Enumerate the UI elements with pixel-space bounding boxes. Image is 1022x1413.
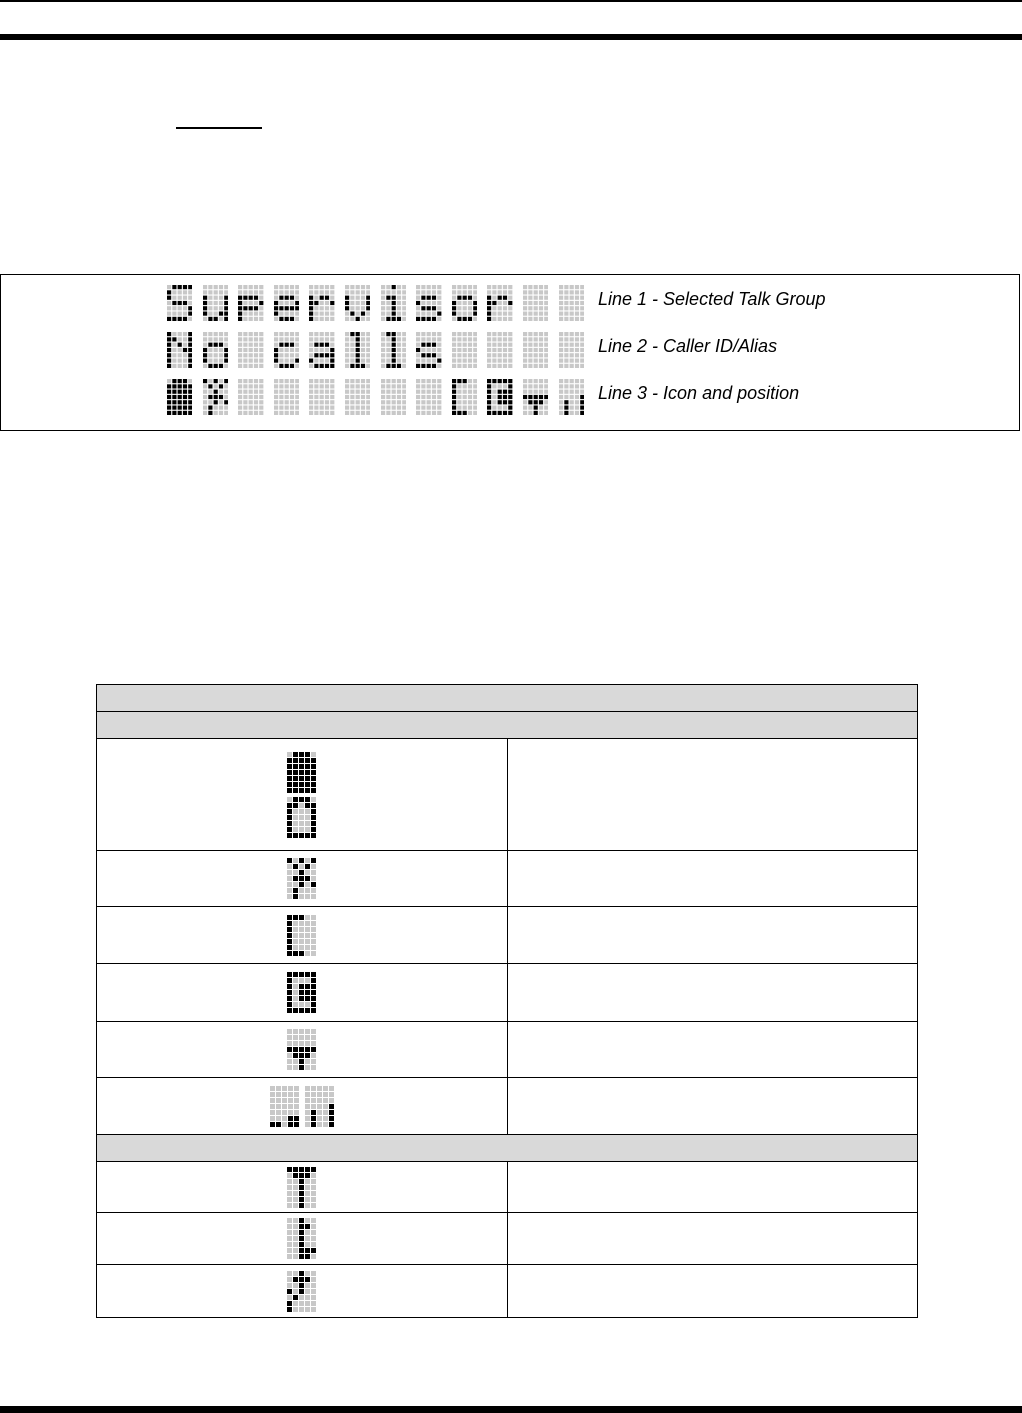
lcd-char-cell bbox=[238, 285, 265, 321]
lcd-char-cell bbox=[203, 332, 230, 368]
footer-rule-thick bbox=[0, 1406, 1022, 1413]
lcd-char-cell bbox=[203, 379, 230, 415]
icon-description bbox=[507, 851, 918, 907]
lcd-char-cell bbox=[203, 285, 230, 321]
lcd-char-cell bbox=[416, 332, 443, 368]
section-header bbox=[97, 712, 918, 739]
icon-description bbox=[507, 1078, 918, 1135]
talkaround-icon bbox=[287, 856, 316, 901]
table-header-row bbox=[97, 685, 918, 712]
table-row bbox=[97, 1265, 918, 1318]
table-row bbox=[97, 739, 918, 851]
section-header bbox=[97, 1135, 918, 1162]
line-3-label: Line 3 - Icon and position bbox=[598, 383, 800, 403]
icon-cell bbox=[97, 907, 508, 964]
lcd-char-cell bbox=[167, 379, 194, 415]
signal-strength-icon bbox=[270, 1084, 334, 1129]
battery-full-icon bbox=[287, 750, 316, 795]
icon-description bbox=[507, 1162, 918, 1213]
lcd-char-cell bbox=[274, 332, 301, 368]
icon-description bbox=[507, 1022, 918, 1078]
table-row bbox=[97, 1162, 918, 1213]
table-row bbox=[97, 907, 918, 964]
icon-cell bbox=[97, 739, 508, 851]
lcd-char-cell bbox=[559, 285, 586, 321]
lcd-char-cell bbox=[309, 379, 336, 415]
lcd-char-cell bbox=[487, 379, 514, 415]
lcd-char-cell bbox=[559, 332, 586, 368]
lcd-char-cell bbox=[167, 285, 194, 321]
section-header-row bbox=[97, 712, 918, 739]
lcd-char-cell bbox=[345, 285, 372, 321]
icon-cell bbox=[97, 1265, 508, 1318]
lcd-char-cell bbox=[523, 332, 550, 368]
line-2-label: Line 2 - Caller ID/Alias bbox=[598, 336, 778, 356]
gateway-icon bbox=[287, 1269, 316, 1314]
lcd-char-cell bbox=[274, 379, 301, 415]
lcd-char-cell bbox=[345, 332, 372, 368]
icon-cell bbox=[97, 851, 508, 907]
lcd-char-cell bbox=[309, 332, 336, 368]
lcd-char-cell bbox=[452, 332, 479, 368]
lcd-char-cell bbox=[523, 379, 550, 415]
table-row bbox=[97, 851, 918, 907]
lcd-char-cell bbox=[345, 379, 372, 415]
icon-cell bbox=[97, 1022, 508, 1078]
direct-mode-icon bbox=[287, 1165, 316, 1210]
icon-table bbox=[96, 684, 918, 1318]
lcd-char-cell bbox=[238, 379, 265, 415]
lcd-char-cell bbox=[167, 332, 194, 368]
lcd-char-cell bbox=[274, 285, 301, 321]
repeater-icon bbox=[287, 1216, 316, 1261]
line-1-label: Line 1 - Selected Talk Group bbox=[598, 289, 826, 309]
icon-cell bbox=[97, 964, 508, 1022]
icon-description bbox=[507, 907, 918, 964]
lcd-char-cell bbox=[487, 285, 514, 321]
table-row bbox=[97, 1213, 918, 1265]
lcd-char-cell bbox=[559, 379, 586, 415]
lcd-char-cell bbox=[381, 332, 408, 368]
icon-description bbox=[507, 739, 918, 851]
lcd-char-cell bbox=[381, 285, 408, 321]
header-rule-thick bbox=[0, 34, 1022, 40]
table-row bbox=[97, 1022, 918, 1078]
icon-cell bbox=[97, 1162, 508, 1213]
lcd-char-cell bbox=[452, 379, 479, 415]
icon-description bbox=[507, 964, 918, 1022]
battery-empty-icon bbox=[287, 795, 316, 840]
icon-description bbox=[507, 1213, 918, 1265]
table-title bbox=[97, 685, 918, 712]
icon-description bbox=[507, 1265, 918, 1318]
lcd-char-cell bbox=[416, 285, 443, 321]
lcd-char-cell bbox=[238, 332, 265, 368]
heading-underline bbox=[176, 127, 262, 129]
lcd-char-cell bbox=[487, 332, 514, 368]
lcd-char-cell bbox=[523, 285, 550, 321]
icon-cell bbox=[97, 1213, 508, 1265]
section-header-row bbox=[97, 1135, 918, 1162]
channel-bracket-icon bbox=[287, 913, 316, 958]
lcd-display-figure bbox=[0, 274, 1020, 431]
lcd-char-cell bbox=[381, 379, 408, 415]
scan-box-icon bbox=[287, 970, 316, 1015]
table-row bbox=[97, 1078, 918, 1135]
lcd-char-cell bbox=[416, 379, 443, 415]
signal-antenna-icon bbox=[287, 1027, 316, 1072]
lcd-char-cell bbox=[309, 285, 336, 321]
icon-cell bbox=[97, 1078, 508, 1135]
table-row bbox=[97, 964, 918, 1022]
header-rule-thin bbox=[0, 0, 1022, 2]
lcd-char-cell bbox=[452, 285, 479, 321]
